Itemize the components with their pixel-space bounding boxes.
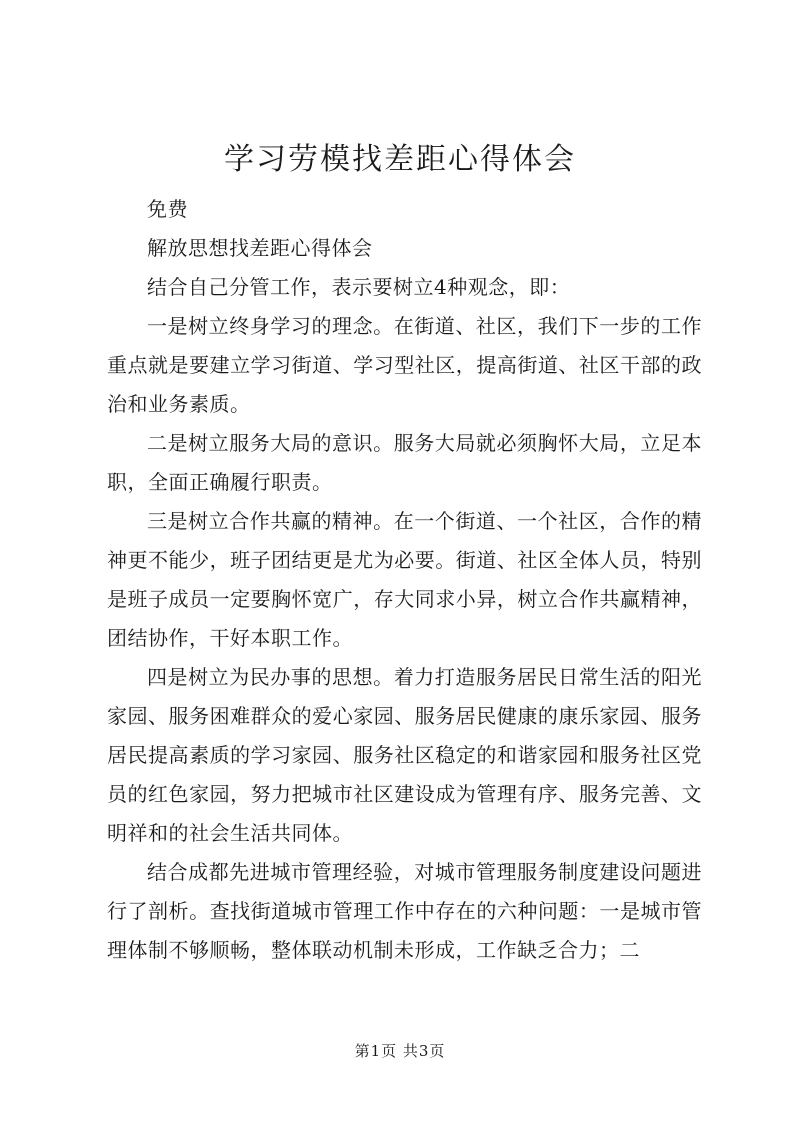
paragraph-point-four: 四是树立为民办事的思想。着力打造服务居民日常生活的阳光家园、服务困难群众的爱心家园、服务居民健康的康乐家园、服务居民提高素质的学习家园、服务社区稳定的和谐家园和服务社区党员的红色家园，努力把城市社区建设成为管理有序、服务完善、文明祥和的社会生活共同体。 bbox=[107, 665, 702, 845]
paragraph-chengdu-analysis: 结合成都先进城市管理经验，对城市管理服务制度建设问题进行了剖析。查找街道城市管理工作中存在的六种问题：一是城市管理体制不够顺畅，整体联动机制未形成，工作缺乏合力；二 bbox=[107, 860, 702, 962]
page-number-footer: 第1页 共3页 bbox=[354, 1042, 446, 1060]
document-title: 学习劳模找差距心得体会 bbox=[224, 142, 576, 177]
paragraph-point-one: 一是树立终身学习的理念。在街道、社区，我们下一步的工作重点就是要建立学习街道、学习型社区，提高街道、社区干部的政治和业务素质。 bbox=[107, 314, 702, 416]
paragraph-point-three: 三是树立合作共赢的精神。在一个街道、一个社区，合作的精神更不能少，班子团结更是尤为必要。街道、社区全体人员，特别是班子成员一定要胸怀宽广，存大同求小异，树立合作共赢精神，团结协作，干好本职工作。 bbox=[107, 509, 702, 650]
document-body bbox=[107, 190, 702, 970]
paragraph-subtitle: 解放思想找差距心得体会 bbox=[147, 236, 373, 260]
paragraph-free-label: 免费 bbox=[147, 197, 188, 221]
paragraph-intro: 结合自己分管工作，表示要树立4种观念，即： bbox=[147, 275, 571, 299]
paragraph-point-two: 二是树立服务大局的意识。服务大局就必须胸怀大局，立足本职，全面正确履行职责。 bbox=[107, 431, 702, 494]
